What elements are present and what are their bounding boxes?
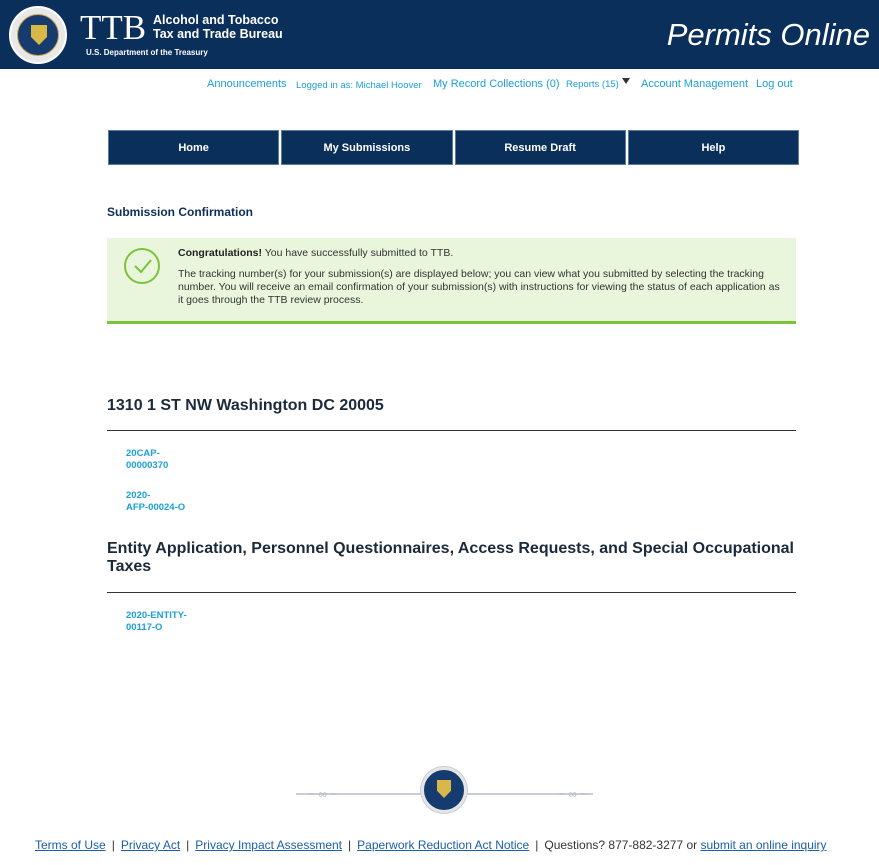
flourish-left-icon: ~ ∞ ~ [308,787,338,801]
tracking-text: AFP-00024-O [126,502,186,513]
privacy-impact-link[interactable]: Privacy Impact Assessment [195,838,343,852]
department-label: U.S. Department of the Treasury [86,48,208,57]
logged-in-label: Logged in as: Michael Hoover [296,80,422,91]
reports-label: Reports (15) [566,79,619,90]
nav-help[interactable]: Help [628,130,799,165]
success-details: The tracking number(s) for your submission(s) are displayed below; you can view what you submitted by selecting the tracking number. You will receive an email confirmation of your submission(s) with instructions for viewing the status of each application as it goes through the TTB review process. [178,268,780,306]
tracking-link-entity[interactable] [126,610,216,634]
footer-seal-icon [421,767,467,813]
site-header [0,0,879,69]
nav-resume-draft[interactable]: Resume Draft [455,130,626,165]
caret-down-icon [622,78,630,84]
record-collections-link[interactable]: My Record Collections (0) [433,78,560,90]
divider [107,592,796,593]
address-heading: 1310 1 ST NW Washington DC 20005 [107,397,384,414]
flourish-right-icon: ~ ∞ ~ [558,787,588,801]
congrats-text: You have successfully submitted to TTB. [262,247,454,259]
privacy-act-link[interactable]: Privacy Act [120,838,181,852]
main-nav [108,130,799,165]
bureau-name [153,13,283,41]
questions-text: Questions? 877-882-3277 or [544,838,698,852]
separator: | [348,838,352,852]
announcements-link[interactable]: Announcements [207,78,287,90]
online-inquiry-link[interactable]: submit an online inquiry [700,838,827,852]
tracking-text: 00117-O [126,622,163,633]
tracking-text: 2020- [126,490,151,501]
separator: | [186,838,190,852]
bureau-name-line2: Tax and Trade Bureau [153,27,283,41]
tracking-text: 2020-ENTITY- [126,610,187,621]
top-links [0,78,879,92]
page-title: Submission Confirmation [107,205,254,219]
success-message [178,247,783,307]
logout-link[interactable]: Log out [756,78,793,90]
tracking-link-afp[interactable] [126,490,206,514]
paperwork-link[interactable]: Paperwork Reduction Act Notice [357,838,530,852]
terms-of-use-link[interactable]: Terms of Use [35,838,106,852]
tracking-link-cap[interactable] [126,448,206,472]
tracking-text: 20CAP- [126,448,160,459]
separator: | [111,838,115,852]
entity-heading: Entity Application, Personnel Questionnaires, Access Requests, and Special Occupational Taxes [107,540,794,575]
ttb-logo: TTB [80,8,147,47]
divider [107,430,796,431]
nav-my-submissions[interactable]: My Submissions [281,130,452,165]
reports-menu[interactable] [566,78,619,90]
congrats-heading: Congratulations! [178,247,262,259]
footer-links [35,838,827,852]
checkmark-icon [124,248,160,284]
treasury-seal-icon [9,6,67,64]
nav-home[interactable]: Home [108,130,279,165]
app-title: Permits Online [666,17,870,52]
success-message-panel [107,238,796,324]
account-management-link[interactable]: Account Management [641,78,749,90]
bureau-name-line1: Alcohol and Tobacco [153,13,279,27]
separator: | [535,838,539,852]
tracking-text: 00000370 [126,460,169,471]
